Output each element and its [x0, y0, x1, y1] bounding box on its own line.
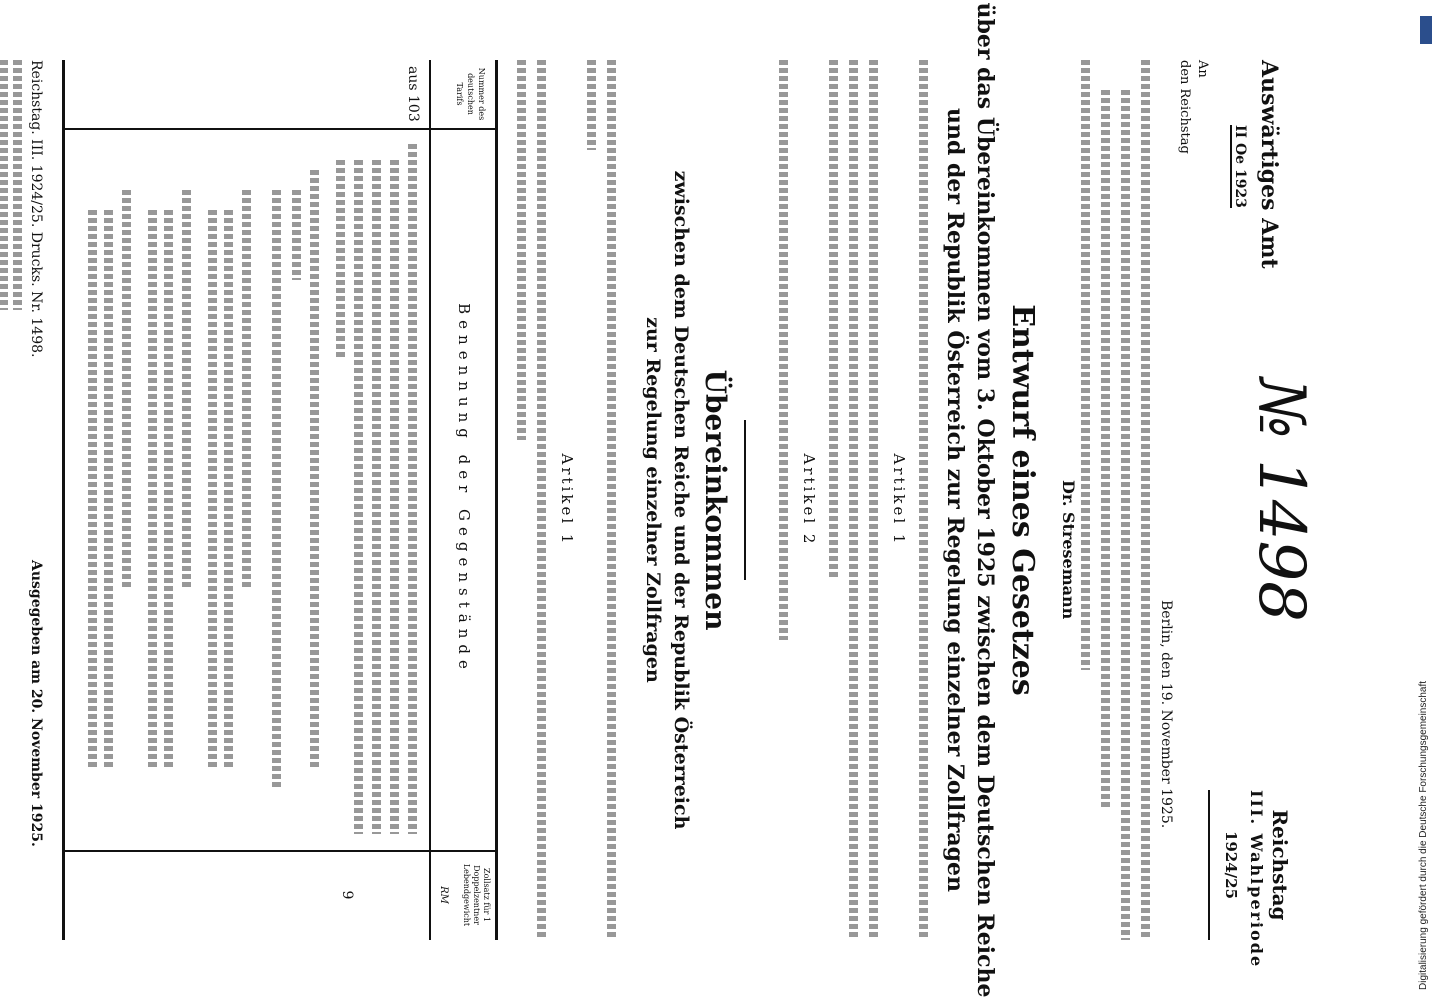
- credit-text: Digitalisierung gefördert durch die Deutsche Forschungsgemeinschaft: [1418, 680, 1429, 990]
- letter-text-line: [1121, 90, 1130, 940]
- column-header-duty-unit: RM: [438, 886, 449, 904]
- draft-subheading-2: und der Republik Österreich zur Regelung einzelner Zollfragen: [942, 108, 968, 892]
- digitization-credit: [1418, 10, 1434, 990]
- imprint-text-line: [13, 60, 22, 310]
- item-text-line: [390, 160, 399, 834]
- office-reference: II Oe 1923: [1232, 125, 1248, 208]
- letter-date: Berlin, den 19. November 1925.: [1158, 600, 1174, 829]
- item-text-line: [104, 210, 113, 770]
- table-header-divider: [429, 60, 431, 940]
- letter-text-line: [1081, 60, 1090, 670]
- office-name: Auswärtiges Amt: [1256, 60, 1282, 269]
- draft-text-line: [779, 60, 788, 640]
- item-text-line: [122, 190, 131, 590]
- draft-article-1: Artikel 1: [890, 453, 908, 547]
- draft-text-line: [849, 60, 858, 940]
- column-header-duty: Zollsatz für 1 Doppelzentner Lebendgewicht: [462, 863, 491, 927]
- item-text-line: [148, 210, 157, 770]
- item-text-line: [292, 190, 301, 280]
- item-text-line: [354, 160, 363, 834]
- footer-issue-date: Ausgegeben am 20. November 1925.: [28, 560, 44, 847]
- item-text-line: [164, 210, 173, 770]
- agreement-text-line: [517, 60, 526, 440]
- item-text-line: [310, 170, 319, 770]
- item-text-line: [242, 190, 251, 590]
- item-text-line: [182, 190, 191, 590]
- agreement-subheading-1: zwischen dem Deutschen Reiche und der Republik Österreich: [670, 170, 692, 830]
- tarif-number: aus 103: [405, 66, 421, 122]
- header-rule: [1208, 790, 1210, 940]
- addressee-line-2: den Reichstag: [1177, 60, 1192, 154]
- duty-value: 9: [339, 890, 355, 900]
- letter-text-line: [1141, 60, 1150, 940]
- draft-text-line: [829, 60, 838, 580]
- letter-text-line: [1101, 90, 1110, 810]
- agreement-article-1: Artikel 1: [558, 453, 576, 547]
- imprint-text-line: [0, 60, 8, 310]
- draft-subheading-1: über das Übereinkommen vom 3. Oktober 1925 zwischen dem Deutschen Reiche: [972, 2, 998, 998]
- item-text-line: [408, 144, 417, 834]
- tariff-table: [62, 60, 498, 940]
- item-text-line: [372, 160, 381, 834]
- section-divider: [744, 420, 746, 580]
- wahlperiode-years: 1924/25: [1222, 830, 1240, 900]
- item-text-line: [88, 210, 97, 770]
- addressee-line-1: An: [1195, 60, 1210, 78]
- agreement-text-line: [537, 60, 546, 940]
- agreement-heading: Übereinkommen: [699, 369, 732, 631]
- footer-print-reference: Reichstag. III. 1924/25. Drucks. Nr. 1498.: [28, 60, 44, 358]
- document-number: № 1498: [1244, 378, 1318, 622]
- item-text-line: [208, 210, 217, 770]
- item-text-line: [336, 160, 345, 360]
- column-header-tarif: Nummer des deutschen Tarifs: [455, 67, 486, 121]
- signature: Dr. Stresemann: [1059, 480, 1078, 620]
- item-text-line: [224, 210, 233, 770]
- agreement-text-line: [607, 60, 616, 940]
- draft-text-line: [919, 60, 928, 940]
- draft-heading: Entwurf eines Gesetzes: [1005, 304, 1040, 696]
- reichstag-label: Reichstag: [1268, 809, 1292, 921]
- agreement-text-line: [587, 60, 596, 150]
- item-text-line: [272, 190, 281, 790]
- agreement-subheading-2: zur Regelung einzelner Zollfragen: [642, 317, 664, 683]
- column-header-items: Benennung der Gegenstände: [455, 303, 473, 675]
- draft-article-2: Artikel 2: [800, 453, 818, 547]
- draft-text-line: [869, 60, 878, 940]
- wahlperiode-label: III. Wahlperiode: [1247, 790, 1266, 969]
